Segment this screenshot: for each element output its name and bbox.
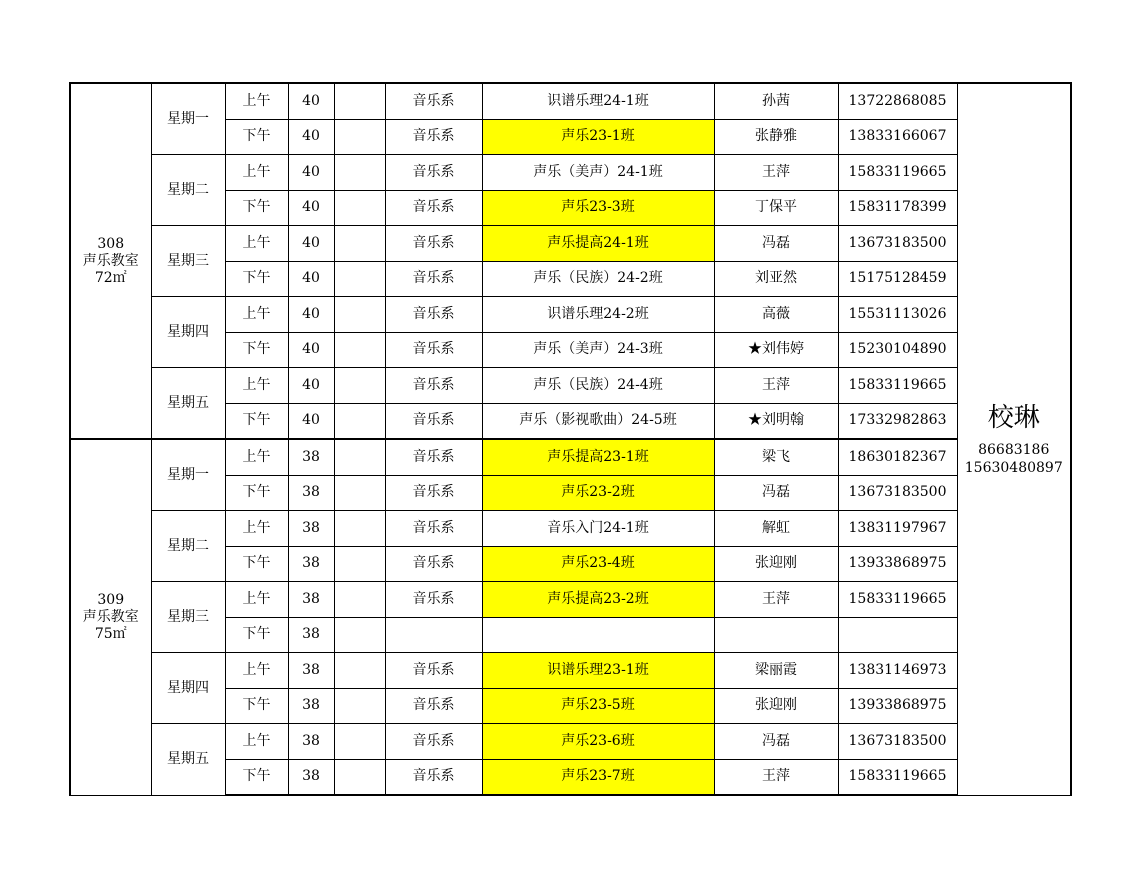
teacher-cell: 冯磊 [714, 724, 838, 760]
class-cell: 识谱乐理24-1班 [482, 83, 714, 119]
class-cell: 声乐提高23-1班 [482, 439, 714, 475]
period-cell: 上午 [225, 724, 288, 760]
empty-cell [334, 83, 385, 119]
day-cell: 星期二 [151, 155, 225, 226]
period-cell: 上午 [225, 582, 288, 618]
period-cell: 上午 [225, 511, 288, 547]
day-cell: 星期二 [151, 511, 225, 582]
phone-cell: 15833119665 [838, 155, 957, 191]
class-cell: 声乐（影视歌曲）24-5班 [482, 403, 714, 439]
class-cell: 声乐23-7班 [482, 759, 714, 795]
class-cell: 声乐23-2班 [482, 475, 714, 511]
class-cell: 声乐（民族）24-4班 [482, 368, 714, 404]
teacher-cell: 张迎刚 [714, 688, 838, 724]
capacity-cell: 38 [288, 617, 334, 653]
department-cell: 音乐系 [385, 368, 482, 404]
empty-cell [334, 759, 385, 795]
empty-cell [334, 297, 385, 333]
empty-cell [334, 439, 385, 475]
department-cell: 音乐系 [385, 119, 482, 155]
class-cell: 声乐23-5班 [482, 688, 714, 724]
class-cell: 识谱乐理24-2班 [482, 297, 714, 333]
department-cell: 音乐系 [385, 155, 482, 191]
teacher-cell: ★刘明翰 [714, 403, 838, 439]
phone-cell: 13673183500 [838, 226, 957, 262]
period-cell: 下午 [225, 332, 288, 368]
empty-cell [334, 724, 385, 760]
department-cell: 音乐系 [385, 261, 482, 297]
teacher-cell [714, 617, 838, 653]
phone-cell: 13831146973 [838, 653, 957, 689]
phone-cell: 13722868085 [838, 83, 957, 119]
empty-cell [334, 226, 385, 262]
room-label-line: 声乐教室 [82, 252, 139, 269]
capacity-cell: 40 [288, 297, 334, 333]
department-cell: 音乐系 [385, 653, 482, 689]
phone-cell: 13933868975 [838, 546, 957, 582]
period-cell: 上午 [225, 368, 288, 404]
class-cell: 声乐23-1班 [482, 119, 714, 155]
teacher-cell: 冯磊 [714, 226, 838, 262]
phone-cell: 18630182367 [838, 439, 957, 475]
teacher-cell: 梁飞 [714, 439, 838, 475]
contact-cell [957, 83, 1071, 795]
capacity-cell: 40 [288, 261, 334, 297]
teacher-cell: 王萍 [714, 155, 838, 191]
class-cell: 声乐（美声）24-3班 [482, 332, 714, 368]
class-cell: 声乐23-6班 [482, 724, 714, 760]
period-cell: 下午 [225, 759, 288, 795]
phone-cell: 15833119665 [838, 582, 957, 618]
teacher-cell: 梁丽霞 [714, 653, 838, 689]
table-row [70, 226, 1071, 262]
department-cell: 音乐系 [385, 403, 482, 439]
department-cell: 音乐系 [385, 582, 482, 618]
table-row [70, 368, 1071, 404]
capacity-cell: 40 [288, 119, 334, 155]
capacity-cell: 38 [288, 582, 334, 618]
teacher-cell: 解虹 [714, 511, 838, 547]
department-cell: 音乐系 [385, 546, 482, 582]
schedule-body [70, 83, 1071, 795]
teacher-cell: 高薇 [714, 297, 838, 333]
period-cell: 上午 [225, 155, 288, 191]
table-row [70, 511, 1071, 547]
department-cell [385, 617, 482, 653]
room-label-line: 309 [97, 591, 125, 608]
empty-cell [334, 368, 385, 404]
phone-cell: 17332982863 [838, 403, 957, 439]
period-cell: 上午 [225, 226, 288, 262]
capacity-cell: 38 [288, 759, 334, 795]
contact-phone: 86683186 [978, 442, 1050, 459]
period-cell: 下午 [225, 617, 288, 653]
department-cell: 音乐系 [385, 439, 482, 475]
table-row [70, 83, 1071, 119]
teacher-cell: ★刘伟婷 [714, 332, 838, 368]
phone-cell: 15531113026 [838, 297, 957, 333]
phone-cell: 13673183500 [838, 724, 957, 760]
day-cell: 星期四 [151, 297, 225, 368]
period-cell: 下午 [225, 546, 288, 582]
period-cell: 上午 [225, 83, 288, 119]
schedule-table [69, 82, 1072, 796]
room-label-line: 声乐教室 [82, 608, 139, 625]
teacher-cell: 王萍 [714, 582, 838, 618]
phone-cell: 13673183500 [838, 475, 957, 511]
table-row [70, 724, 1071, 760]
teacher-cell: 孙茜 [714, 83, 838, 119]
teacher-cell: 刘亚然 [714, 261, 838, 297]
phone-cell: 15833119665 [838, 368, 957, 404]
department-cell: 音乐系 [385, 83, 482, 119]
phone-cell: 13831197967 [838, 511, 957, 547]
empty-cell [334, 403, 385, 439]
empty-cell [334, 688, 385, 724]
capacity-cell: 38 [288, 546, 334, 582]
class-cell: 声乐（美声）24-1班 [482, 155, 714, 191]
table-row [70, 155, 1071, 191]
phone-cell: 15230104890 [838, 332, 957, 368]
empty-cell [334, 582, 385, 618]
capacity-cell: 40 [288, 403, 334, 439]
teacher-cell: 丁保平 [714, 190, 838, 226]
capacity-cell: 40 [288, 226, 334, 262]
department-cell: 音乐系 [385, 759, 482, 795]
day-cell: 星期三 [151, 226, 225, 297]
phone-cell: 15833119665 [838, 759, 957, 795]
table-row [70, 653, 1071, 689]
capacity-cell: 40 [288, 155, 334, 191]
class-cell: 声乐23-3班 [482, 190, 714, 226]
department-cell: 音乐系 [385, 688, 482, 724]
teacher-cell: 张迎刚 [714, 546, 838, 582]
capacity-cell: 40 [288, 332, 334, 368]
capacity-cell: 38 [288, 688, 334, 724]
teacher-cell: 王萍 [714, 368, 838, 404]
period-cell: 下午 [225, 475, 288, 511]
empty-cell [334, 546, 385, 582]
period-cell: 上午 [225, 439, 288, 475]
empty-cell [334, 617, 385, 653]
department-cell: 音乐系 [385, 511, 482, 547]
day-cell: 星期一 [151, 439, 225, 511]
day-cell: 星期五 [151, 724, 225, 796]
phone-cell: 13933868975 [838, 688, 957, 724]
capacity-cell: 40 [288, 368, 334, 404]
room-label-line: 75㎡ [94, 625, 127, 642]
contact-name: 校琳 [987, 403, 1040, 434]
phone-cell [838, 617, 957, 653]
period-cell: 上午 [225, 297, 288, 333]
day-cell: 星期三 [151, 582, 225, 653]
contact-mobile: 15630480897 [964, 460, 1063, 477]
class-cell: 声乐提高24-1班 [482, 226, 714, 262]
class-cell: 音乐入门24-1班 [482, 511, 714, 547]
teacher-cell: 张静雅 [714, 119, 838, 155]
department-cell: 音乐系 [385, 724, 482, 760]
table-row [70, 297, 1071, 333]
room-label-line: 308 [97, 235, 125, 252]
empty-cell [334, 511, 385, 547]
department-cell: 音乐系 [385, 475, 482, 511]
period-cell: 下午 [225, 688, 288, 724]
empty-cell [334, 653, 385, 689]
department-cell: 音乐系 [385, 332, 482, 368]
room-cell [70, 83, 151, 439]
department-cell: 音乐系 [385, 190, 482, 226]
day-cell: 星期四 [151, 653, 225, 724]
capacity-cell: 40 [288, 190, 334, 226]
teacher-cell: 冯磊 [714, 475, 838, 511]
class-cell: 声乐23-4班 [482, 546, 714, 582]
capacity-cell: 38 [288, 439, 334, 475]
period-cell: 下午 [225, 403, 288, 439]
period-cell: 下午 [225, 119, 288, 155]
empty-cell [334, 190, 385, 226]
empty-cell [334, 475, 385, 511]
empty-cell [334, 155, 385, 191]
class-cell: 声乐（民族）24-2班 [482, 261, 714, 297]
room-label-line: 72㎡ [94, 269, 127, 286]
capacity-cell: 38 [288, 724, 334, 760]
department-cell: 音乐系 [385, 226, 482, 262]
phone-cell: 15175128459 [838, 261, 957, 297]
period-cell: 下午 [225, 261, 288, 297]
table-row [70, 582, 1071, 618]
period-cell: 下午 [225, 190, 288, 226]
capacity-cell: 38 [288, 511, 334, 547]
class-cell [482, 617, 714, 653]
class-cell: 声乐提高23-2班 [482, 582, 714, 618]
capacity-cell: 38 [288, 475, 334, 511]
teacher-cell: 王萍 [714, 759, 838, 795]
empty-cell [334, 119, 385, 155]
empty-cell [334, 261, 385, 297]
day-cell: 星期五 [151, 368, 225, 440]
period-cell: 上午 [225, 653, 288, 689]
phone-cell: 13833166067 [838, 119, 957, 155]
phone-cell: 15831178399 [838, 190, 957, 226]
capacity-cell: 40 [288, 83, 334, 119]
table-row [70, 439, 1071, 475]
department-cell: 音乐系 [385, 297, 482, 333]
day-cell: 星期一 [151, 83, 225, 155]
empty-cell [334, 332, 385, 368]
room-cell [70, 439, 151, 795]
class-cell: 识谱乐理23-1班 [482, 653, 714, 689]
capacity-cell: 38 [288, 653, 334, 689]
